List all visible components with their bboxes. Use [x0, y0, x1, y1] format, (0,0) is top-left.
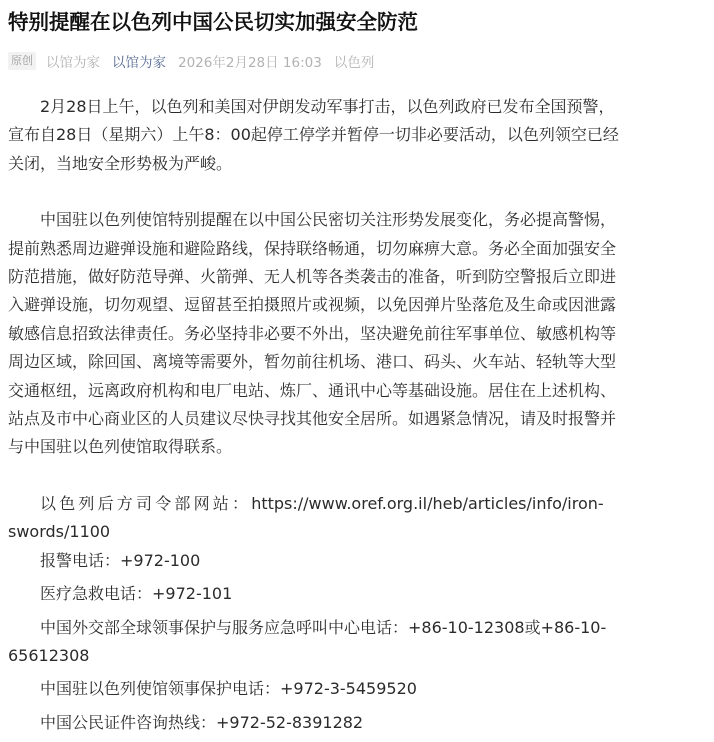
paragraph-line: 防范措施，做好防范导弹、火箭弹、无人机等各类袭击的准备，听到防空警报后立即进 [8, 267, 617, 287]
paragraph-line: 2月28日上午，以色列和美国对伊朗发动军事打击，以色列政府已发布全国预警， [40, 97, 615, 116]
police-phone: 报警电话：+972-100 [40, 550, 201, 570]
paragraph-1 [8, 93, 698, 178]
mfa-line: 中国外交部全球领事保护与服务应急呼叫中心电话：+86-10-12308或+86-10- [40, 617, 607, 637]
id-hotline: 中国公民证件咨询热线：+972-52-8391282 [40, 712, 364, 732]
paragraph-line: 中国驻以色列使馆特别提醒在以中国公民密切关注形势发展变化，务必提高警惕， [40, 210, 617, 230]
homefront-website [8, 490, 698, 547]
paragraph-line: 交通枢纽，远离政府机构和电厂电站、炼厂、通讯中心等基础设施。居住在上述机构、 [8, 380, 617, 400]
article-title: 特别提醒在以色列中国公民切实加强安全防范 [8, 10, 418, 34]
account-link[interactable]: 以馆为家 [112, 55, 166, 71]
paragraph-line: 与中国驻以色列使馆取得联系。 [8, 437, 233, 457]
article [8, 6, 698, 742]
paragraph-line: 关闭，当地安全形势极为严峻。 [8, 153, 233, 173]
publish-location: 以色列 [333, 55, 375, 71]
paragraph-line: 入避弹设施，切勿观望、逗留甚至拍摄照片或视频，以免因弹片坠落危及生命或因泄露 [8, 295, 617, 315]
paragraph-line: 站点及市中心商业区的人员建议尽快寻找其他安全居所。如遇紧急情况，请及时报警并 [8, 409, 617, 429]
original-badge: 原创 [8, 52, 36, 70]
medical-phone: 医疗急救电话：+972-101 [40, 584, 233, 604]
article-body [8, 93, 698, 737]
publish-datetime: 2026年2月28日 16:03 [178, 55, 322, 71]
paragraph-line: 敏感信息招致法律责任。务必坚持非必要不外出，坚决避免前往军事单位、敏感机构等 [8, 323, 617, 343]
article-meta [8, 51, 698, 71]
homefront-label: 以色列后方司令部网站： [40, 493, 252, 513]
author-name: 以馆为家 [46, 55, 100, 71]
mfa-line: 65612308 [8, 645, 90, 665]
embassy-phone: 中国驻以色列使馆领事保护电话：+972-3-5459520 [40, 679, 417, 699]
mfa-hotline [8, 614, 698, 671]
paragraph-line: 提前熟悉周边避弹设施和避险路线，保持联络畅通，切勿麻痹大意。务必全面加强安全 [8, 238, 617, 258]
paragraph-2 [8, 206, 698, 462]
homefront-url[interactable]: https://www.oref.org.il/heb/articles/info/iron- [251, 493, 604, 513]
paragraph-line: 周边区域，除回国、离境等需要外，暂勿前往机场、港口、码头、火车站、轻轨等大型 [8, 352, 617, 372]
homefront-url-cont[interactable]: swords/1100 [8, 522, 111, 542]
paragraph-line: 宣布自28日（星期六）上午8：00起停工停学并暂停一切非必要活动，以色列领空已经 [8, 125, 619, 145]
